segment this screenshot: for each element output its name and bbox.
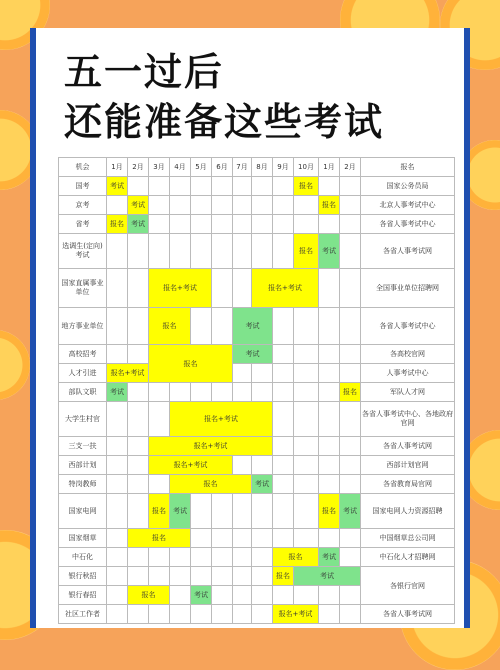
row-site: 全国事业单位招聘网	[361, 269, 455, 308]
header-cell: 机会	[59, 158, 107, 177]
row-label: 人才引进	[59, 364, 107, 383]
header-cell: 2月	[340, 158, 361, 177]
exam-cell: 考试	[107, 177, 128, 196]
sign-cell: 报名	[128, 586, 170, 605]
sign-cell: 报名	[273, 567, 294, 586]
row-label: 大学生村官	[59, 402, 107, 437]
row-label: 中石化	[59, 548, 107, 567]
row-label: 国家电网	[59, 494, 107, 529]
sign-exam-cell: 报名+考试	[107, 364, 149, 383]
sign-exam-cell: 报名+考试	[149, 437, 273, 456]
row-label: 银行秋招	[59, 567, 107, 586]
row-label: 三支一扶	[59, 437, 107, 456]
row-site: 各省人事考试网	[361, 234, 455, 269]
sign-exam-cell: 报名+考试	[273, 605, 319, 624]
table-row	[59, 269, 455, 308]
header-cell: 6月	[212, 158, 233, 177]
exam-cell: 考试	[294, 567, 361, 586]
row-site: 国家电网人力资源招聘	[361, 494, 455, 529]
row-site: 北京人事考试中心	[361, 196, 455, 215]
row-site: 各银行官网	[361, 567, 455, 605]
row-label: 银行春招	[59, 586, 107, 605]
exam-cell: 考试	[319, 548, 340, 567]
orange-slice-decoration	[0, 330, 30, 400]
header-cell: 7月	[233, 158, 252, 177]
table-row	[59, 475, 455, 494]
exam-cell: 考试	[233, 308, 273, 345]
table-row	[59, 215, 455, 234]
sign-cell: 报名	[107, 215, 128, 234]
sign-exam-cell: 报名+考试	[170, 402, 273, 437]
row-label: 国考	[59, 177, 107, 196]
row-site: 各省人事考试网	[361, 437, 455, 456]
exam-cell: 考试	[107, 383, 128, 402]
sign-cell: 报名	[128, 529, 191, 548]
table-row	[59, 605, 455, 624]
sign-exam-cell: 报名+考试	[252, 269, 319, 308]
row-site: 各高校官网	[361, 345, 455, 364]
header-cell: 报名	[361, 158, 455, 177]
row-label: 社区工作者	[59, 605, 107, 624]
row-site: 各省人事考试中心	[361, 308, 455, 345]
row-label: 地方事业单位	[59, 308, 107, 345]
table-header-row	[59, 158, 455, 177]
row-label: 西部计划	[59, 456, 107, 475]
row-site: 中石化人才招聘网	[361, 548, 455, 567]
exam-cell: 考试	[252, 475, 273, 494]
exam-cell: 考试	[319, 234, 340, 269]
poster-card	[30, 28, 470, 628]
header-cell: 5月	[191, 158, 212, 177]
row-label: 高校招考	[59, 345, 107, 364]
sign-cell: 报名	[319, 494, 340, 529]
table-row	[59, 234, 455, 269]
table-row	[59, 364, 455, 383]
title-line-1: 五一过后	[64, 50, 225, 94]
header-cell: 1月	[319, 158, 340, 177]
header-cell: 8月	[252, 158, 273, 177]
header-cell: 1月	[107, 158, 128, 177]
row-label: 选调生(定向)考试	[59, 234, 107, 269]
sign-cell: 报名	[319, 196, 340, 215]
sign-cell: 报名	[340, 383, 361, 402]
row-label: 部队文职	[59, 383, 107, 402]
row-label: 特岗教师	[59, 475, 107, 494]
row-site: 军队人才网	[361, 383, 455, 402]
sign-cell: 报名	[294, 177, 319, 196]
table-row	[59, 529, 455, 548]
exam-cell: 考试	[128, 215, 149, 234]
sign-cell: 报名	[149, 345, 233, 383]
row-site: 各省人事考试网	[361, 605, 455, 624]
table-row	[59, 402, 455, 437]
row-site: 人事考试中心	[361, 364, 455, 383]
sign-cell: 报名	[149, 494, 170, 529]
row-site: 国家公务员局	[361, 177, 455, 196]
exam-cell: 考试	[233, 345, 273, 364]
header-cell: 4月	[170, 158, 191, 177]
row-site: 各省人事考试中心	[361, 215, 455, 234]
sign-exam-cell: 报名+考试	[149, 269, 212, 308]
row-label: 京考	[59, 196, 107, 215]
sign-cell: 报名	[149, 308, 191, 345]
table-row	[59, 383, 455, 402]
table-row	[59, 345, 455, 364]
header-cell: 3月	[149, 158, 170, 177]
exam-schedule-table	[58, 157, 455, 624]
table-row	[59, 567, 455, 586]
table-row	[59, 456, 455, 475]
table-row	[59, 494, 455, 529]
table-row	[59, 437, 455, 456]
row-site: 西部计划官网	[361, 456, 455, 475]
table-row	[59, 196, 455, 215]
row-site: 中国烟草总公司网	[361, 529, 455, 548]
sign-cell: 报名	[294, 234, 319, 269]
row-label: 国家直属事业单位	[59, 269, 107, 308]
exam-cell: 考试	[340, 494, 361, 529]
sign-cell: 报名	[170, 475, 252, 494]
sign-cell: 报名	[273, 548, 319, 567]
table-row	[59, 177, 455, 196]
sign-exam-cell: 报名+考试	[149, 456, 233, 475]
exam-cell: 考试	[170, 494, 191, 529]
header-cell: 9月	[273, 158, 294, 177]
table-row	[59, 308, 455, 345]
row-label: 国家烟草	[59, 529, 107, 548]
header-cell: 2月	[128, 158, 149, 177]
row-site: 各省教育局官网	[361, 475, 455, 494]
header-cell: 10月	[294, 158, 319, 177]
exam-cell: 考试	[191, 586, 212, 605]
row-site: 各省人事考试中心、各地政府官网	[361, 402, 455, 437]
title-line-2: 还能准备这些考试	[64, 100, 385, 144]
exam-cell: 考试	[128, 196, 149, 215]
row-label: 省考	[59, 215, 107, 234]
table-row	[59, 548, 455, 567]
